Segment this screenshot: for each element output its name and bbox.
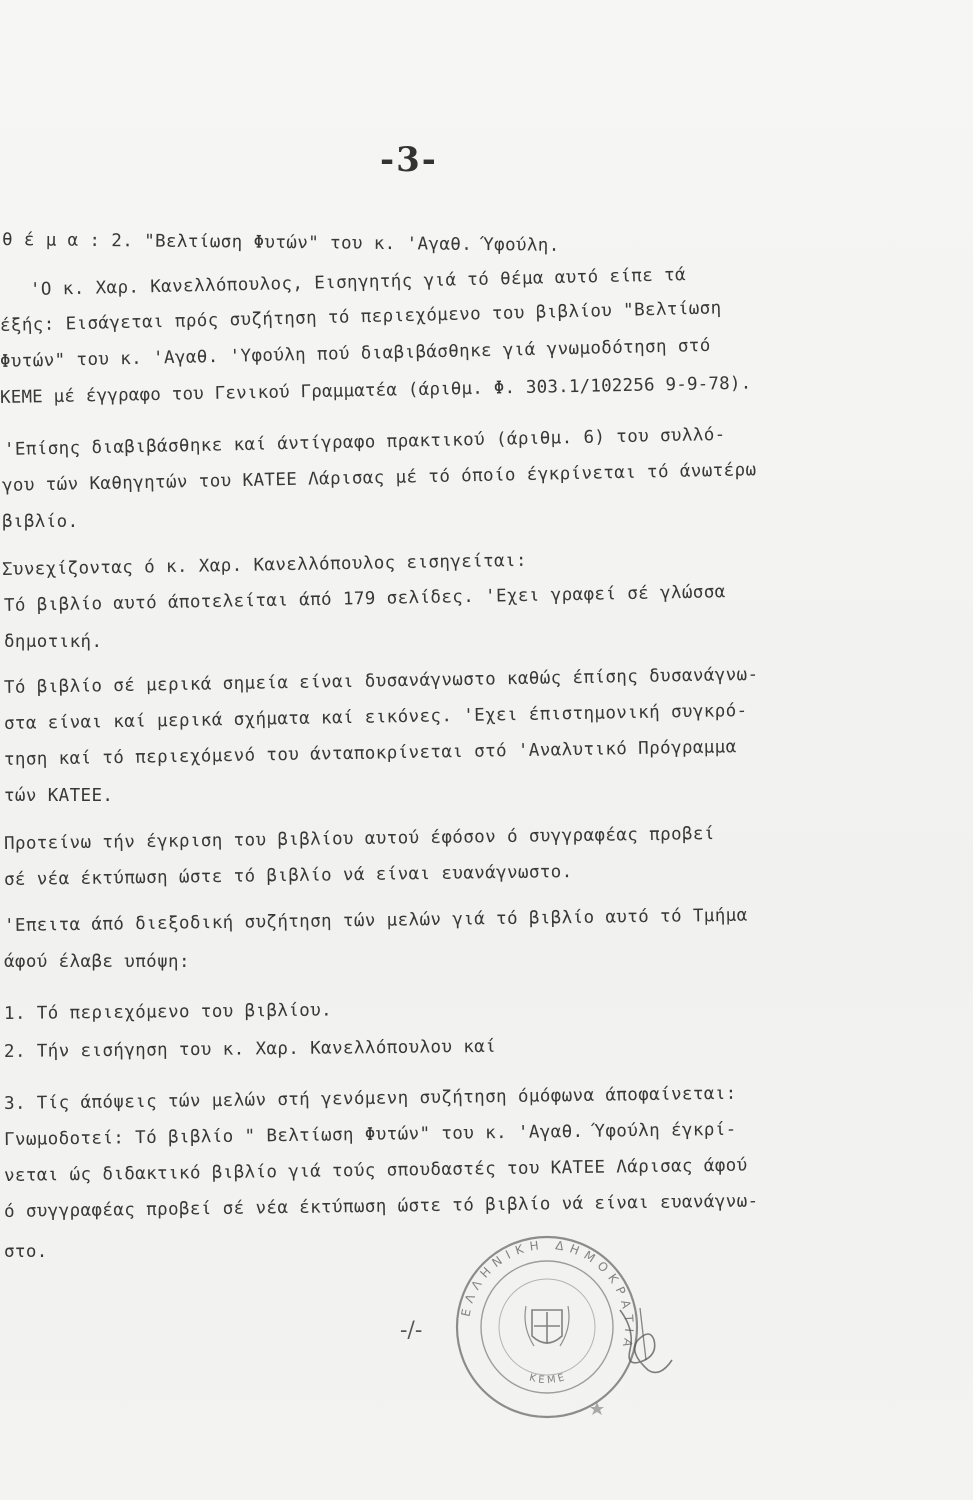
text-line: Συνεχίζοντας ό κ. Χαρ. Κανελλόπουλος εισηγείται: (1, 550, 528, 580)
continuation-mark: -/- (400, 1318, 423, 1343)
topic-heading: θ έ μ α : 2. "Βελτίωση Φυτών" του κ. 'Αγαθ. Ύφούλη. (1, 230, 560, 256)
text-line: Τό βιβλίο σέ μερικά σημεία είναι δυσανάγνωστο καθώς έπίσης δυσανάγνω- (3, 664, 759, 698)
list-item: 3. Τίς άπόψεις τών μελών στή γενόμενη συζήτηση όμόφωνα άποφαίνεται: (3, 1083, 737, 1114)
text-line: δημοτική. (4, 632, 103, 652)
text-line: Προτείνω τήν έγκριση του βιβλίου αυτού έφόσον ό συγγραφέας προβεί (3, 824, 715, 854)
text-line: στα είναι καί μερικά σχήματα καί εικόνες. 'Εχει έπιστημονική συγκρό- (3, 701, 748, 734)
text-line: 'Ο κ. Χαρ. Κανελλόπουλος, Εισηγητής γιά τό θέμα αυτό είπε τά (29, 265, 687, 300)
text-line: τών ΚΑΤΕΕ. (4, 786, 114, 806)
list-item: 2. Τήν εισήγηση του κ. Χαρ. Κανελλόπουλου καί (3, 1036, 497, 1062)
handwritten-signature (600, 1300, 690, 1380)
text-line: Τό βιβλίο αυτό άποτελείται άπό 179 σελίδες. 'Εχει γραφεί σέ γλώσσα (3, 582, 726, 616)
text-line: 'Επειτα άπό διεξοδική συζήτηση τών μελών γιά τό βιβλίο αυτό τό Τμήμα (3, 905, 748, 936)
text-line: σέ νέα έκτύπωση ώστε τό βιβλίο νά είναι ευανάγνωστο. (3, 862, 573, 890)
list-item: 1. Τό περιεχόμενο του βιβλίου. (3, 1000, 333, 1024)
text-line: ό συγγραφέας προβεί σέ νέα έκτύπωση ώστε τό βιβλίο νά είναι ευανάγνω- (3, 1191, 759, 1222)
text-line: Φυτών" του κ. 'Αγαθ. 'Υφούλη πού διαβιβάσθηκε γιά γνωμοδότηση στό (0, 335, 711, 372)
stamp-bottom-text: ΚΕΜΕ (528, 1371, 569, 1387)
text-line: 'Επίσης διαβιβάσθηκε καί άντίγραφο πρακτικού (άριθμ. 6) του συλλό- (3, 424, 726, 460)
text-line: Γνωμοδοτεί: Τό βιβλίο " Βελτίωση Φυτών" του κ. 'Αγαθ. Ύφούλη έγκρί- (3, 1119, 737, 1150)
text-line: άφού έλαβε υπόψη: (4, 952, 190, 972)
text-line: βιβλίο. (2, 512, 79, 532)
svg-text:ΚΕΜΕ (528, 1372, 569, 1387)
page-number: -3- (380, 140, 438, 180)
text-line: γου τών Καθηγητών του ΚΑΤΕΕ Λάρισας μέ τό όποίο έγκρίνεται τό άνωτέρω (1, 460, 757, 496)
coat-of-arms-icon (525, 1306, 569, 1346)
text-line: στο. (4, 1242, 48, 1262)
text-line: τηση καί τό περιεχόμενό του άνταποκρίνεται στό 'Αναλυτικό Πρόγραμμα (3, 737, 737, 770)
stamp-outer-text: ΕΛΛΗΝΙΚΗ ΔΗΜΟΚΡΑΤΙΑ (458, 1237, 637, 1355)
text-line: νεται ώς διδακτικό βιβλίο γιά τούς σπουδαστές του ΚΑΤΕΕ Λάρισας άφού (3, 1155, 748, 1186)
text-line: έξής: Εισάγεται πρός συζήτηση τό περιεχόμενο του βιβλίου "Βελτίωση (0, 298, 722, 336)
text-line: ΚΕΜΕ μέ έγγραφο του Γενικού Γραμματέα (άριθμ. Φ. 303.1/102256 9-9-78). (0, 373, 752, 408)
